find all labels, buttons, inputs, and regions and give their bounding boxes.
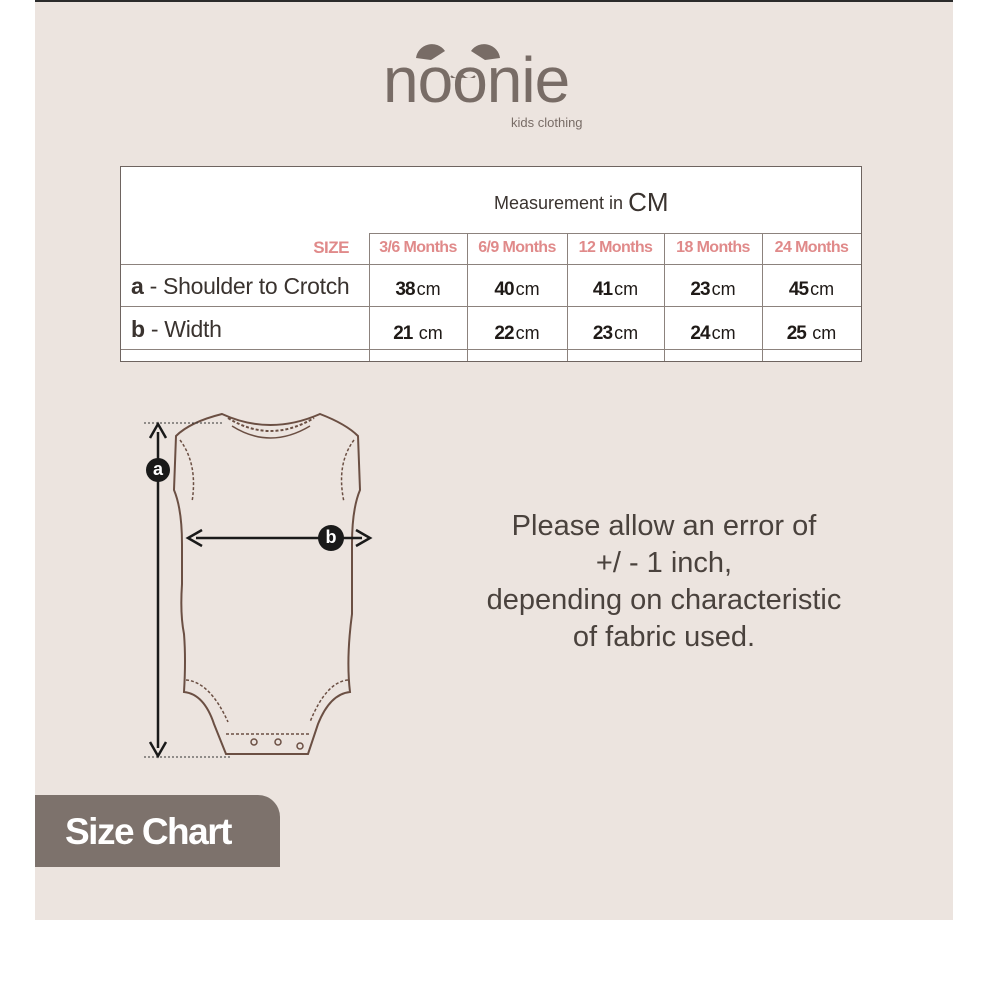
note-line: depending on characteristic: [486, 584, 842, 616]
note-line: Please allow an error of: [511, 510, 817, 542]
table-cell: [369, 269, 467, 309]
badge-label: Size Chart: [65, 811, 231, 852]
cell-unit: cm: [515, 279, 540, 299]
cell-value: 23: [592, 323, 613, 344]
cell-value: 22: [494, 323, 514, 344]
table-cell: [664, 269, 762, 309]
row-label-text: - Shoulder to Crotch: [149, 273, 350, 299]
table-cell: [567, 313, 664, 353]
column-header: 24 Months: [774, 239, 849, 256]
table-caption: [494, 185, 669, 216]
bodysuit-diagram: [140, 404, 400, 774]
column-header: 12 Months: [578, 239, 653, 256]
table-cell: [664, 313, 762, 353]
cell-unit: cm: [515, 323, 540, 343]
column-header: 3/6 Months: [379, 239, 457, 256]
cell-value: 38: [395, 279, 415, 300]
cell-unit: cm: [711, 279, 736, 299]
size-label: SIZE: [313, 238, 349, 257]
brand-name: noonie: [383, 44, 570, 116]
table-cell: [762, 269, 861, 309]
marker-b-label: b: [325, 527, 337, 547]
table-cell: [567, 269, 664, 309]
caption-prefix: Measurement in: [494, 193, 624, 213]
size-chart-badge: [35, 795, 280, 867]
tolerance-note: [440, 508, 888, 656]
grid-line: [121, 264, 861, 265]
cell-unit: cm: [810, 279, 835, 299]
row-key: b: [131, 316, 145, 342]
cell-unit: cm: [614, 279, 639, 299]
cell-value: 40: [494, 279, 514, 300]
table-cell: [467, 269, 567, 309]
bodysuit-icon: [140, 404, 400, 774]
marker-a: [146, 458, 170, 482]
cell-unit: cm: [711, 323, 736, 343]
row-label-width: [131, 316, 222, 343]
brand-tagline: kids clothing: [511, 115, 583, 130]
cell-unit: cm: [614, 323, 639, 343]
marker-a-label: a: [152, 459, 163, 479]
cell-unit: cm: [418, 323, 443, 343]
cell-unit: cm: [812, 323, 837, 343]
row-key: a: [131, 273, 144, 299]
cell-value: 45: [788, 279, 809, 300]
row-label-text: - Width: [150, 316, 222, 342]
size-table: [120, 166, 862, 362]
note-line: of fabric used.: [572, 621, 756, 653]
cell-unit: cm: [416, 279, 441, 299]
column-header: 18 Months: [676, 239, 750, 256]
cell-value: 21: [393, 323, 413, 344]
table-cell: [762, 313, 861, 353]
table-cell: [467, 313, 567, 353]
caption-unit: CM: [628, 187, 669, 217]
cell-value: 41: [592, 279, 613, 300]
cell-value: 23: [690, 279, 710, 300]
brand-logo: [383, 38, 613, 133]
row-label-shoulder-to-crotch: [131, 273, 349, 300]
note-line: +/ - 1 inch,: [595, 547, 733, 579]
column-header: 6/9 Months: [478, 239, 556, 256]
cell-value: 25: [786, 323, 806, 344]
table-cell: [369, 313, 467, 353]
cell-value: 24: [690, 323, 710, 344]
marker-b: [318, 525, 344, 551]
